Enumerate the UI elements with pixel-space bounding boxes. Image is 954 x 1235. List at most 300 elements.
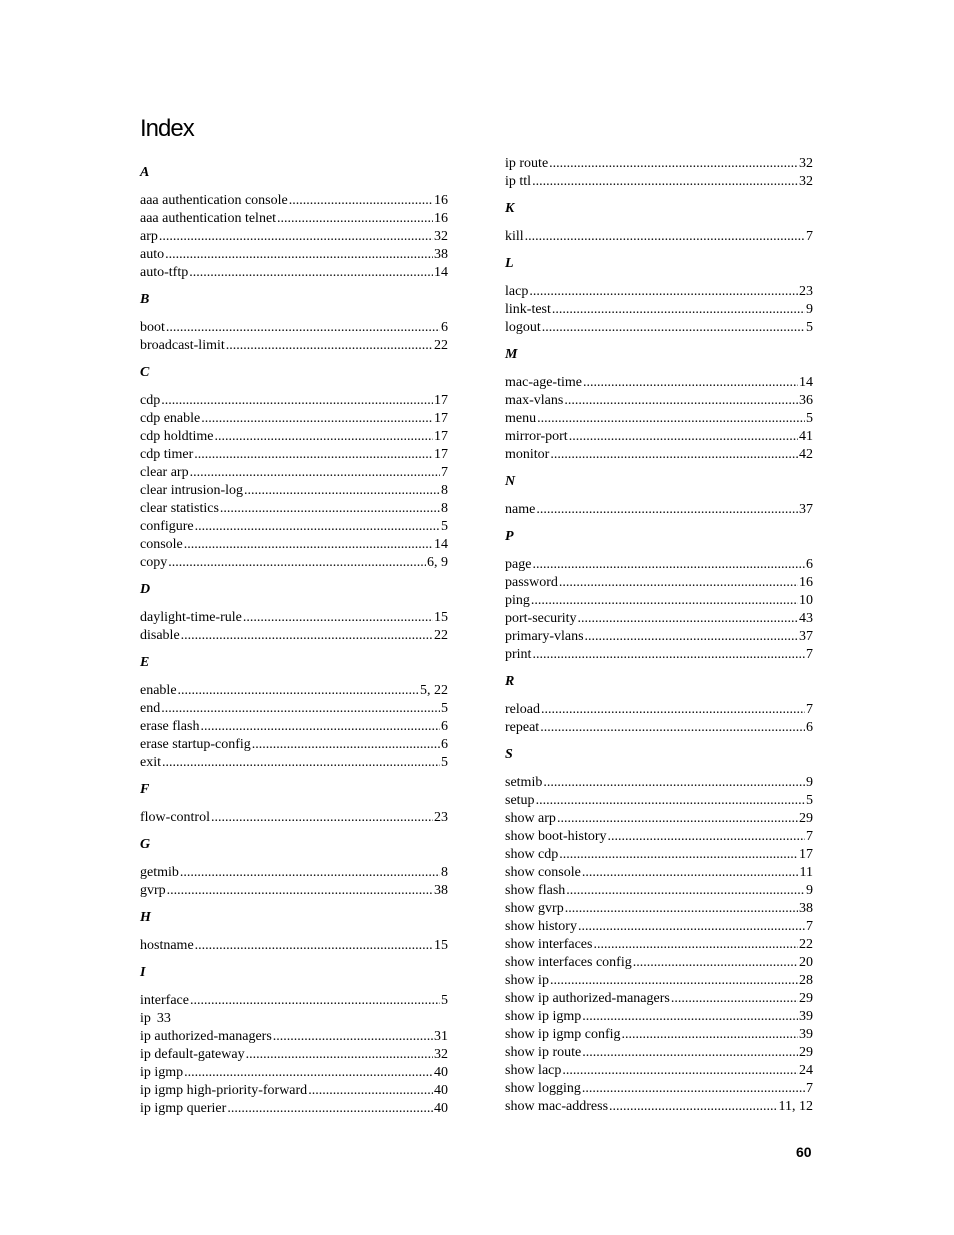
index-entry bbox=[505, 774, 813, 792]
index-entry-term: console bbox=[140, 537, 183, 552]
index-entry-term: ip igmp querier bbox=[140, 1101, 227, 1116]
dot-leader bbox=[190, 464, 440, 482]
index-entry bbox=[140, 937, 448, 955]
index-entry-term: ip igmp bbox=[140, 1065, 184, 1080]
index-entry bbox=[140, 1046, 448, 1064]
index-entry-term: show mac-address bbox=[505, 1099, 609, 1114]
dot-leader bbox=[529, 283, 798, 301]
index-entry bbox=[505, 1008, 813, 1026]
dot-leader bbox=[215, 428, 434, 446]
index-entry-term: disable bbox=[140, 628, 180, 643]
index-entry bbox=[505, 283, 813, 301]
index-entry-page: 29 bbox=[799, 991, 813, 1006]
dot-leader bbox=[582, 1080, 805, 1098]
dot-leader bbox=[168, 554, 426, 572]
dot-leader bbox=[543, 774, 805, 792]
index-letter-heading: L bbox=[505, 256, 514, 271]
index-entry-page: 7 bbox=[806, 1081, 813, 1096]
index-entry-page: 6 bbox=[806, 720, 813, 735]
dot-leader bbox=[537, 410, 805, 428]
index-entry-page: 16 bbox=[434, 211, 448, 226]
dot-leader bbox=[565, 900, 798, 918]
dot-leader bbox=[550, 446, 798, 464]
dot-leader bbox=[165, 246, 433, 264]
index-entry-term: auto-tftp bbox=[140, 265, 189, 280]
index-entry-term: arp bbox=[140, 229, 158, 244]
index-entry-term: boot bbox=[140, 320, 165, 335]
index-entry-page: 5, 22 bbox=[420, 683, 448, 698]
index-entry-term: clear arp bbox=[140, 465, 189, 480]
index-entry bbox=[140, 337, 448, 355]
index-entry-term: ping bbox=[505, 593, 530, 608]
index-entry-term: gvrp bbox=[140, 883, 166, 898]
dot-leader bbox=[578, 610, 798, 628]
index-entry-page: 6, 9 bbox=[427, 555, 448, 570]
index-letter-heading: E bbox=[140, 655, 150, 670]
index-entry-page: 9 bbox=[806, 883, 813, 898]
index-entry-page: 7 bbox=[806, 829, 813, 844]
dot-leader bbox=[161, 700, 440, 718]
index-entry-term: show history bbox=[505, 919, 577, 934]
dot-leader bbox=[184, 536, 433, 554]
dot-leader bbox=[536, 792, 805, 810]
index-entry-term: show ip igmp bbox=[505, 1009, 582, 1024]
index-entry-term: show logging bbox=[505, 1081, 581, 1096]
dot-leader bbox=[181, 627, 433, 645]
index-entry-page: 16 bbox=[434, 193, 448, 208]
index-entry-page: 20 bbox=[799, 955, 813, 970]
index-entry bbox=[505, 610, 813, 628]
dot-leader bbox=[562, 1062, 798, 1080]
index-entry-term: daylight-time-rule bbox=[140, 610, 242, 625]
index-entry bbox=[140, 754, 448, 772]
dot-leader bbox=[569, 428, 798, 446]
index-entry-term: getmib bbox=[140, 865, 179, 880]
dot-leader bbox=[178, 682, 419, 700]
index-entry-page: 5 bbox=[806, 320, 813, 335]
index-entry-page: 39 bbox=[799, 1009, 813, 1024]
index-entry-term: show ip route bbox=[505, 1045, 582, 1060]
index-entry bbox=[505, 392, 813, 410]
index-letter-heading: F bbox=[140, 782, 150, 797]
index-entry bbox=[140, 246, 448, 264]
index-entry-term: ip route bbox=[505, 156, 549, 171]
index-entry-page: 5 bbox=[441, 701, 448, 716]
index-entry-page: 37 bbox=[799, 502, 813, 517]
index-entry-page: 7 bbox=[441, 465, 448, 480]
index-entry-page: 10 bbox=[799, 593, 813, 608]
index-entry bbox=[505, 1044, 813, 1062]
page-number: 60 bbox=[796, 1144, 812, 1160]
index-entry bbox=[140, 446, 448, 464]
index-entry bbox=[505, 428, 813, 446]
index-entry-page: 9 bbox=[806, 775, 813, 790]
index-entry-page: 39 bbox=[799, 1027, 813, 1042]
index-entry bbox=[140, 718, 448, 736]
index-entry-page: 38 bbox=[799, 901, 813, 916]
index-entry-term: mac-age-time bbox=[505, 375, 582, 390]
dot-leader bbox=[273, 1028, 433, 1046]
index-entry-page: 7 bbox=[806, 919, 813, 934]
index-entry bbox=[140, 210, 448, 228]
index-entry-page: 9 bbox=[806, 302, 813, 317]
index-entry-term: link-test bbox=[505, 302, 551, 317]
index-entry-term: page bbox=[505, 557, 532, 572]
dot-leader bbox=[593, 936, 798, 954]
index-letter-heading: A bbox=[140, 165, 150, 180]
index-entry-page: 8 bbox=[441, 501, 448, 516]
index-entry-term: repeat bbox=[505, 720, 540, 735]
index-entry-term: end bbox=[140, 701, 161, 716]
index-entry bbox=[140, 536, 448, 554]
index-entry bbox=[505, 446, 813, 464]
index-entry-page: 11 bbox=[799, 865, 813, 880]
index-letter-heading: C bbox=[140, 365, 150, 380]
dot-leader bbox=[195, 937, 433, 955]
index-entry-page: 29 bbox=[799, 811, 813, 826]
index-entry bbox=[140, 700, 448, 718]
index-entry-term: exit bbox=[140, 755, 161, 770]
index-entry bbox=[140, 736, 448, 754]
index-entry-term: lacp bbox=[505, 284, 529, 299]
index-entry-page: 40 bbox=[434, 1101, 448, 1116]
index-entry bbox=[505, 646, 813, 664]
index-entry-page: 22 bbox=[799, 937, 813, 952]
index-entry-page: 6 bbox=[441, 320, 448, 335]
index-entry-page: 5 bbox=[806, 793, 813, 808]
index-entry-term: print bbox=[505, 647, 532, 662]
index-entry bbox=[505, 155, 813, 173]
index-entry-term: cdp holdtime bbox=[140, 429, 214, 444]
index-entry-page: 22 bbox=[434, 628, 448, 643]
index-entry-page: 16 bbox=[799, 575, 813, 590]
index-entry-page: 36 bbox=[799, 393, 813, 408]
index-entry-page: 8 bbox=[441, 865, 448, 880]
index-entry bbox=[505, 1062, 813, 1080]
index-entry-term: monitor bbox=[505, 447, 550, 462]
index-entry bbox=[505, 900, 813, 918]
index-entry bbox=[140, 319, 448, 337]
index-entry-page: 5 bbox=[441, 993, 448, 1008]
index-entry-term: menu bbox=[505, 411, 537, 426]
dot-leader bbox=[200, 718, 440, 736]
index-entry bbox=[140, 500, 448, 518]
index-entry-page: 31 bbox=[434, 1029, 448, 1044]
index-entry bbox=[140, 1100, 448, 1118]
index-letter-heading: H bbox=[140, 910, 151, 925]
index-entry bbox=[505, 918, 813, 936]
index-entry-page: 14 bbox=[799, 375, 813, 390]
index-entry-page: 32 bbox=[799, 174, 813, 189]
index-entry bbox=[505, 628, 813, 646]
index-entry-page: 7 bbox=[806, 229, 813, 244]
index-entry-term: enable bbox=[140, 683, 177, 698]
index-entry bbox=[140, 428, 448, 446]
index-entry bbox=[505, 864, 813, 882]
dot-leader bbox=[190, 992, 440, 1010]
index-entry-page: 6 bbox=[441, 737, 448, 752]
index-entry-term: ip ttl bbox=[505, 174, 532, 189]
index-entry-page: 41 bbox=[799, 429, 813, 444]
index-entry-term: erase startup-config bbox=[140, 737, 251, 752]
dot-leader bbox=[246, 1046, 433, 1064]
index-entry-page: 17 bbox=[434, 411, 448, 426]
dot-leader bbox=[180, 864, 440, 882]
dot-leader bbox=[540, 719, 805, 737]
index-entry-term: ip bbox=[140, 1011, 151, 1026]
index-entry-term: logout bbox=[505, 320, 541, 335]
index-entry bbox=[505, 319, 813, 337]
index-entry-page: 17 bbox=[434, 447, 448, 462]
dot-leader bbox=[277, 210, 433, 228]
dot-leader bbox=[184, 1064, 433, 1082]
dot-leader bbox=[583, 374, 798, 392]
index-entry bbox=[140, 410, 448, 428]
index-entry bbox=[140, 882, 448, 900]
index-entry-term: port-security bbox=[505, 611, 577, 626]
index-entry-term: show cdp bbox=[505, 847, 559, 862]
index-entry-page: 23 bbox=[434, 810, 448, 825]
index-entry-page: 32 bbox=[799, 156, 813, 171]
dot-leader bbox=[532, 556, 805, 574]
index-entry-term: copy bbox=[140, 555, 168, 570]
index-entry-page: 24 bbox=[799, 1063, 813, 1078]
dot-leader bbox=[557, 810, 798, 828]
index-entry-term: aaa authentication telnet bbox=[140, 211, 277, 226]
index-entry bbox=[140, 228, 448, 246]
dot-leader bbox=[609, 1098, 777, 1116]
dot-leader bbox=[559, 574, 798, 592]
index-entry-page: 6 bbox=[441, 719, 448, 734]
index-entry bbox=[140, 627, 448, 645]
index-entry-term: clear statistics bbox=[140, 501, 219, 516]
dot-leader bbox=[308, 1082, 433, 1100]
index-entry-term: aaa authentication console bbox=[140, 193, 288, 208]
index-entry-term: ip igmp high-priority-forward bbox=[140, 1083, 308, 1098]
index-entry-page: 14 bbox=[434, 265, 448, 280]
index-entry-term: configure bbox=[140, 519, 194, 534]
dot-leader bbox=[622, 1026, 799, 1044]
dot-leader bbox=[189, 264, 433, 282]
index-entry-term: ip authorized-managers bbox=[140, 1029, 272, 1044]
index-entry-page: 6 bbox=[806, 557, 813, 572]
dot-leader bbox=[161, 392, 433, 410]
index-entry-page: 15 bbox=[434, 610, 448, 625]
dot-leader bbox=[220, 500, 440, 518]
index-entry bbox=[140, 1064, 448, 1082]
index-entry-page: 15 bbox=[434, 938, 448, 953]
index-entry-term: auto bbox=[140, 247, 165, 262]
index-entry-term: cdp bbox=[140, 393, 161, 408]
index-entry-page: 14 bbox=[434, 537, 448, 552]
index-entry bbox=[505, 936, 813, 954]
index-entry-term: show ip igmp config bbox=[505, 1027, 621, 1042]
dot-leader bbox=[162, 754, 440, 772]
index-letter-heading: N bbox=[505, 474, 516, 489]
index-entry-page: 17 bbox=[434, 393, 448, 408]
index-entry-term: broadcast-limit bbox=[140, 338, 225, 353]
index-entry-page: 8 bbox=[441, 483, 448, 498]
dot-leader bbox=[566, 882, 805, 900]
index-entry bbox=[140, 264, 448, 282]
dot-leader bbox=[633, 954, 798, 972]
dot-leader bbox=[582, 864, 799, 882]
index-entry-term: hostname bbox=[140, 938, 194, 953]
dot-leader bbox=[194, 446, 433, 464]
index-entry-term: cdp enable bbox=[140, 411, 201, 426]
index-entry-term: show interfaces config bbox=[505, 955, 632, 970]
index-letter-heading: B bbox=[140, 292, 150, 307]
index-entry-term: show ip bbox=[505, 973, 549, 988]
index-entry-term: ip default-gateway bbox=[140, 1047, 245, 1062]
index-entry-term: show interfaces bbox=[505, 937, 593, 952]
index-entry-term: erase flash bbox=[140, 719, 200, 734]
index-entry bbox=[140, 609, 448, 627]
index-entry bbox=[505, 1080, 813, 1098]
dot-leader bbox=[211, 809, 433, 827]
index-entry-page: 32 bbox=[434, 1047, 448, 1062]
index-entry bbox=[505, 792, 813, 810]
index-entry-page: 23 bbox=[799, 284, 813, 299]
index-entry bbox=[140, 464, 448, 482]
index-entry bbox=[140, 1010, 448, 1028]
index-entry-page: 37 bbox=[799, 629, 813, 644]
index-entry-page: 17 bbox=[799, 847, 813, 862]
dot-leader bbox=[159, 228, 433, 246]
index-entry bbox=[505, 173, 813, 191]
index-letter-heading: M bbox=[505, 347, 518, 362]
dot-leader bbox=[582, 1044, 798, 1062]
index-entry-page: 40 bbox=[434, 1065, 448, 1080]
dot-leader bbox=[671, 990, 798, 1008]
dot-leader bbox=[244, 482, 440, 500]
index-entry-page: 11, 12 bbox=[778, 1099, 813, 1114]
index-letter-heading: D bbox=[140, 582, 151, 597]
dot-leader bbox=[582, 1008, 798, 1026]
index-entry bbox=[140, 1028, 448, 1046]
index-entry-term: show gvrp bbox=[505, 901, 564, 916]
index-entry bbox=[505, 990, 813, 1008]
index-entry-term: reload bbox=[505, 702, 540, 717]
index-entry bbox=[140, 192, 448, 210]
index-entry bbox=[505, 592, 813, 610]
index-letter-heading: K bbox=[505, 201, 515, 216]
index-entry-page: 38 bbox=[434, 247, 448, 262]
index-entry bbox=[505, 828, 813, 846]
index-entry bbox=[505, 882, 813, 900]
index-entry-term: primary-vlans bbox=[505, 629, 584, 644]
index-entry-page: 32 bbox=[434, 229, 448, 244]
index-letter-heading: S bbox=[505, 747, 513, 762]
index-entry-term: show boot-history bbox=[505, 829, 607, 844]
index-entry bbox=[505, 374, 813, 392]
index-entry-term: password bbox=[505, 575, 558, 590]
index-entry-page: 29 bbox=[799, 1045, 813, 1060]
dot-leader bbox=[243, 609, 433, 627]
dot-leader bbox=[578, 918, 805, 936]
dot-leader bbox=[531, 592, 798, 610]
index-entry bbox=[505, 556, 813, 574]
index-entry-page: 22 bbox=[434, 338, 448, 353]
index-entry-page: 43 bbox=[799, 611, 813, 626]
index-entry bbox=[140, 482, 448, 500]
index-entry bbox=[505, 972, 813, 990]
index-entry-term: name bbox=[505, 502, 536, 517]
dot-leader bbox=[201, 410, 433, 428]
index-entry-term: interface bbox=[140, 993, 189, 1008]
index-entry-term: flow-control bbox=[140, 810, 210, 825]
index-entry bbox=[140, 992, 448, 1010]
index-entry bbox=[505, 1026, 813, 1044]
index-entry bbox=[505, 301, 813, 319]
index-entry-term: cdp timer bbox=[140, 447, 194, 462]
index-entry bbox=[140, 682, 448, 700]
dot-leader bbox=[585, 628, 798, 646]
index-entry-term: clear intrusion-log bbox=[140, 483, 244, 498]
index-entry-term: max-vlans bbox=[505, 393, 564, 408]
dot-leader bbox=[608, 828, 806, 846]
dot-leader bbox=[559, 846, 798, 864]
dot-leader bbox=[167, 882, 433, 900]
index-entry-term: show console bbox=[505, 865, 581, 880]
index-entry bbox=[140, 554, 448, 572]
page-title: Index bbox=[140, 115, 194, 142]
dot-leader bbox=[549, 155, 798, 173]
index-entry bbox=[140, 864, 448, 882]
dot-leader bbox=[550, 972, 798, 990]
index-entry bbox=[505, 228, 813, 246]
index-letter-heading: R bbox=[505, 674, 515, 689]
index-entry bbox=[505, 810, 813, 828]
dot-leader bbox=[541, 701, 805, 719]
dot-leader bbox=[536, 501, 798, 519]
dot-leader bbox=[289, 192, 433, 210]
index-entry bbox=[140, 809, 448, 827]
index-entry-page: 17 bbox=[434, 429, 448, 444]
index-entry-term: mirror-port bbox=[505, 429, 568, 444]
index-entry bbox=[140, 1082, 448, 1100]
index-entry-page: 7 bbox=[806, 702, 813, 717]
dot-leader bbox=[564, 392, 798, 410]
dot-leader bbox=[552, 301, 805, 319]
index-entry bbox=[505, 846, 813, 864]
dot-leader bbox=[252, 736, 440, 754]
dot-leader bbox=[525, 228, 805, 246]
index-entry bbox=[505, 574, 813, 592]
index-entry-page: 33 bbox=[156, 1011, 171, 1026]
dot-leader bbox=[532, 646, 805, 664]
index-entry-term: show flash bbox=[505, 883, 566, 898]
dot-leader bbox=[195, 518, 440, 536]
index-entry bbox=[505, 410, 813, 428]
index-entry-page: 5 bbox=[441, 755, 448, 770]
index-entry-term: show arp bbox=[505, 811, 556, 826]
dot-leader bbox=[542, 319, 805, 337]
dot-leader bbox=[532, 173, 798, 191]
index-entry bbox=[505, 701, 813, 719]
index-entry-term: setup bbox=[505, 793, 535, 808]
index-entry bbox=[505, 1098, 813, 1116]
index-entry-page: 5 bbox=[806, 411, 813, 426]
index-entry-term: setmib bbox=[505, 775, 543, 790]
index-entry-page: 42 bbox=[799, 447, 813, 462]
index-letter-heading: G bbox=[140, 837, 151, 852]
index-entry-term: show lacp bbox=[505, 1063, 562, 1078]
index-letter-heading: P bbox=[505, 529, 514, 544]
index-entry bbox=[505, 501, 813, 519]
dot-leader bbox=[166, 319, 440, 337]
index-entry bbox=[140, 392, 448, 410]
